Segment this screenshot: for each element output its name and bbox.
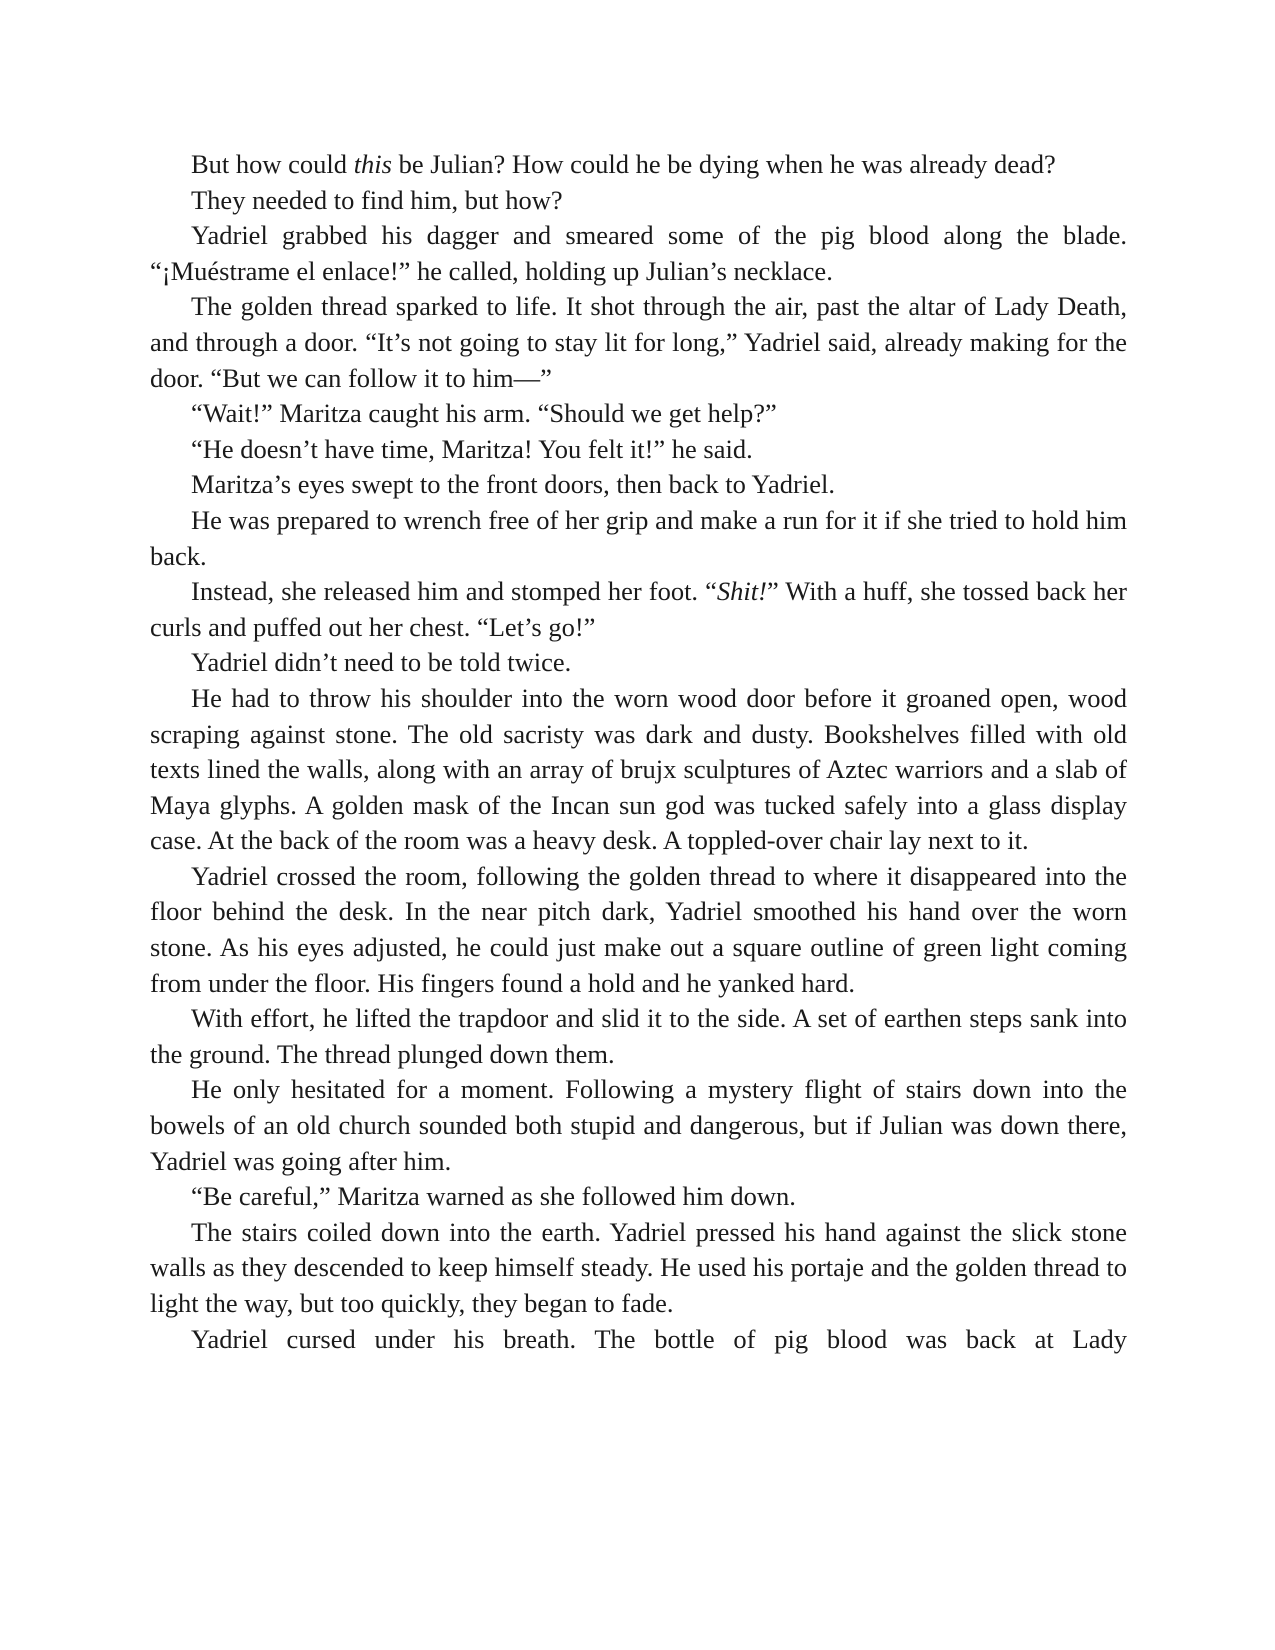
paragraph: They needed to find him, but how? [191, 184, 563, 215]
italic-emphasis: this [353, 149, 392, 179]
paragraph: The stairs coiled down into the earth. Yadriel pressed his hand against the slick stone walls as they descended to keep himself steady. He used his portaje and the golden thread to light the way, but too quickly, they began to fade. [150, 1216, 1127, 1318]
paragraph: Yadriel didn’t need to be told twice. [191, 647, 572, 678]
paragraph: He had to throw his shoulder into the worn wood door before it groaned open, wood scraping against stone. The old sacristy was dark and dusty. Bookshelves filled with old texts lined the walls, along with an array of brujx sculptures of Aztec warriors and a slab of Maya glyphs. A golden mask of the Incan sun god was tucked safely into a glass display case. At the back of the room was a heavy desk. A toppled-over chair lay next to it. [150, 682, 1127, 856]
paragraph: “Be careful,” Maritza warned as she followed him down. [191, 1181, 796, 1212]
paragraph: Yadriel crossed the room, following the golden thread to where it disappeared into the floor behind the desk. In the near pitch dark, Yadriel smoothed his hand over the worn stone. As his eyes adjusted, he could just make out a square outline of green light coming from under the floor. His fingers found a hold and he yanked hard. [150, 860, 1127, 998]
paragraph: The golden thread sparked to life. It shot through the air, past the altar of Lady Death, and through a door. “It’s not going to stay lit for long,” Yadriel said, already making for the door. “But we can follow it to him—” [150, 291, 1127, 393]
paragraph: He only hesitated for a moment. Following a mystery flight of stairs down into the bowels of an old church sounded both stupid and dangerous, but if Julian was down there, Yadriel was going after him. [150, 1074, 1127, 1176]
paragraph: Instead, she released him and stomped her foot. “Shit!” With a huff, she tossed back her curls and puffed out her chest. “Let’s go!” [150, 576, 1127, 642]
italic-emphasis: Shit! [716, 576, 767, 607]
paragraph: Maritza’s eyes swept to the front doors, then back to Yadriel. [191, 469, 835, 500]
paragraph: He was prepared to wrench free of her grip and make a run for it if she tried to hold him back. [150, 504, 1127, 571]
paragraph: But how could this be Julian? How could he be dying when he was already dead? [191, 149, 1056, 179]
paragraph: Yadriel grabbed his dagger and smeared some of the pig blood along the blade. “¡Muéstrame el enlace!” he called, holding up Julian’s necklace. [150, 220, 1127, 286]
book-page [150, 147, 1127, 1357]
paragraph: “Wait!” Maritza caught his arm. “Should we get help?” [191, 398, 777, 429]
paragraph: “He doesn’t have time, Maritza! You felt it!” he said. [191, 433, 753, 464]
paragraph-continued: Yadriel cursed under his breath. The bottle of pig blood was back at Lady [191, 1323, 1127, 1354]
paragraph: With effort, he lifted the trapdoor and slid it to the side. A set of earthen steps sank into the ground. The thread plunged down them. [150, 1003, 1127, 1069]
